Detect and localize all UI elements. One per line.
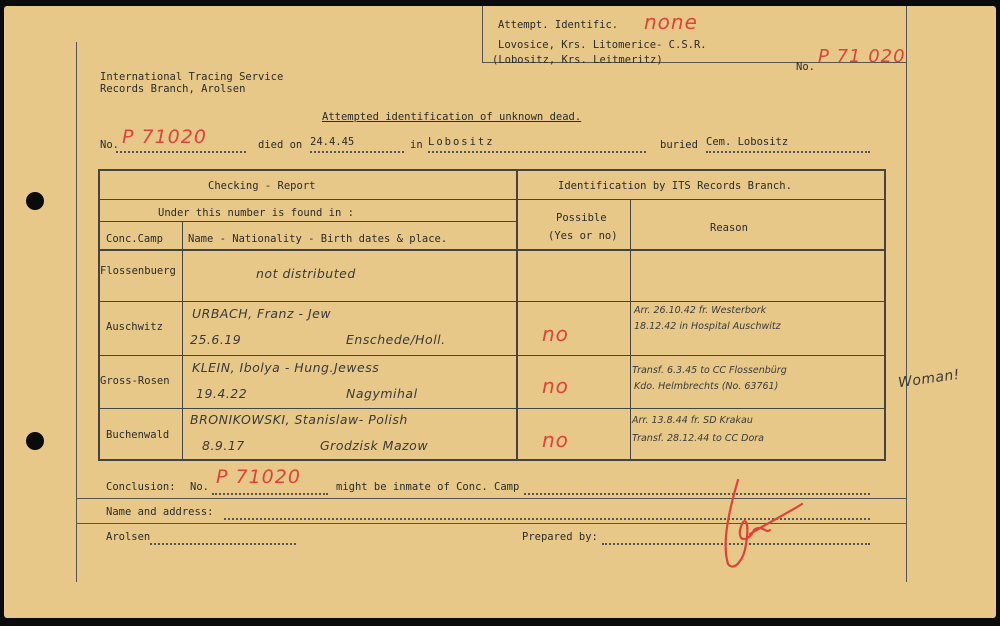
found-in-header: Under this number is found in :	[158, 207, 354, 219]
dotted-line	[116, 151, 246, 153]
org-name: International Tracing Service	[100, 71, 284, 83]
reason-cell: 18.12.42 in Hospital Auschwitz	[634, 321, 781, 332]
dotted-line	[212, 493, 328, 495]
left-margin-line	[76, 42, 77, 582]
margin-note: Woman!	[897, 366, 961, 392]
conclusion-no-label: No.	[190, 481, 209, 493]
name-cell: not distributed	[256, 266, 356, 281]
in-label: in	[410, 139, 423, 151]
birth-cell: 25.6.19 Enschede/Holl.	[190, 332, 446, 347]
prepared-by-label: Prepared by:	[522, 531, 598, 543]
punch-hole	[26, 432, 44, 450]
conclusion-number: P 71020	[216, 466, 301, 488]
record-number: P 71020	[122, 126, 207, 148]
conclusion-label: Conclusion:	[106, 481, 176, 493]
death-place: Lobositz	[428, 136, 495, 148]
place-line: Lovosice, Krs. Litomerice- C.S.R.	[498, 39, 707, 51]
card-title: Attempted identification of unknown dead.	[322, 111, 582, 123]
dotted-line	[150, 543, 296, 545]
birth-cell: 19.4.22 Nagymihal	[196, 386, 418, 401]
camp-cell: Auschwitz	[106, 321, 163, 333]
possible-column-header: Possible	[556, 212, 607, 224]
handwritten-signature	[710, 474, 806, 574]
checking-report-header: Checking - Report	[208, 180, 316, 192]
died-label: died on	[258, 139, 303, 151]
reason-cell: Transf. 6.3.45 to CC Flossenbürg	[632, 365, 787, 376]
name-address-label: Name and address:	[106, 506, 214, 518]
reason-cell: Arr. 13.8.44 fr. SD Krakau	[632, 415, 753, 426]
buried-label: buried	[660, 139, 698, 151]
camp-cell: Flossenbuerg	[100, 265, 176, 277]
identification-header: Identification by ITS Records Branch.	[558, 180, 792, 192]
index-card	[4, 6, 996, 618]
record-no-label: No.	[100, 139, 119, 151]
dotted-line	[428, 151, 646, 153]
possible-cell: no	[542, 374, 569, 398]
camp-cell: Buchenwald	[106, 429, 170, 441]
reason-cell: Transf. 28.12.44 to CC Dora	[632, 433, 765, 444]
punch-hole	[26, 192, 44, 210]
reason-column-header: Reason	[710, 222, 748, 234]
burial-place: Cem. Lobositz	[706, 136, 789, 148]
reason-cell: Kdo. Helmbrechts (No. 63761)	[634, 381, 779, 392]
right-margin-line	[906, 6, 907, 582]
org-branch: Records Branch, Arolsen	[100, 83, 246, 95]
header-number: P 71 020	[818, 46, 906, 67]
possible-cell: no	[542, 428, 569, 452]
header-divider	[482, 6, 483, 62]
died-date: 24.4.45	[310, 136, 355, 148]
conclusion-text: might be inmate of Conc. Camp	[336, 481, 520, 493]
dotted-line	[706, 151, 870, 153]
possible-cell: no	[542, 322, 569, 346]
dotted-line	[524, 493, 870, 495]
name-cell: KLEIN, Ibolya - Hung.Jewess	[192, 360, 380, 375]
possible-column-subheader: (Yes or no)	[548, 230, 618, 242]
camp-column-header: Conc.Camp	[106, 233, 163, 245]
arolsen-label: Arolsen	[106, 531, 151, 543]
name-cell: URBACH, Franz - Jew	[192, 306, 332, 321]
reason-cell: Arr. 26.10.42 fr. Westerbork	[634, 305, 767, 316]
name-column-header: Name - Nationality - Birth dates & place.	[188, 233, 448, 245]
dotted-line	[310, 151, 404, 153]
none-stamp: none	[644, 10, 698, 34]
place-german-line: (Lobositz, Krs. Leitmeritz)	[492, 54, 663, 66]
birth-cell: 8.9.17 Grodzisk Mazow	[202, 438, 429, 453]
attempt-label: Attempt. Identific.	[498, 19, 619, 31]
camp-cell: Gross-Rosen	[100, 375, 170, 387]
name-cell: BRONIKOWSKI, Stanislaw- Polish	[190, 412, 408, 427]
header-no-label: No.	[796, 61, 815, 73]
